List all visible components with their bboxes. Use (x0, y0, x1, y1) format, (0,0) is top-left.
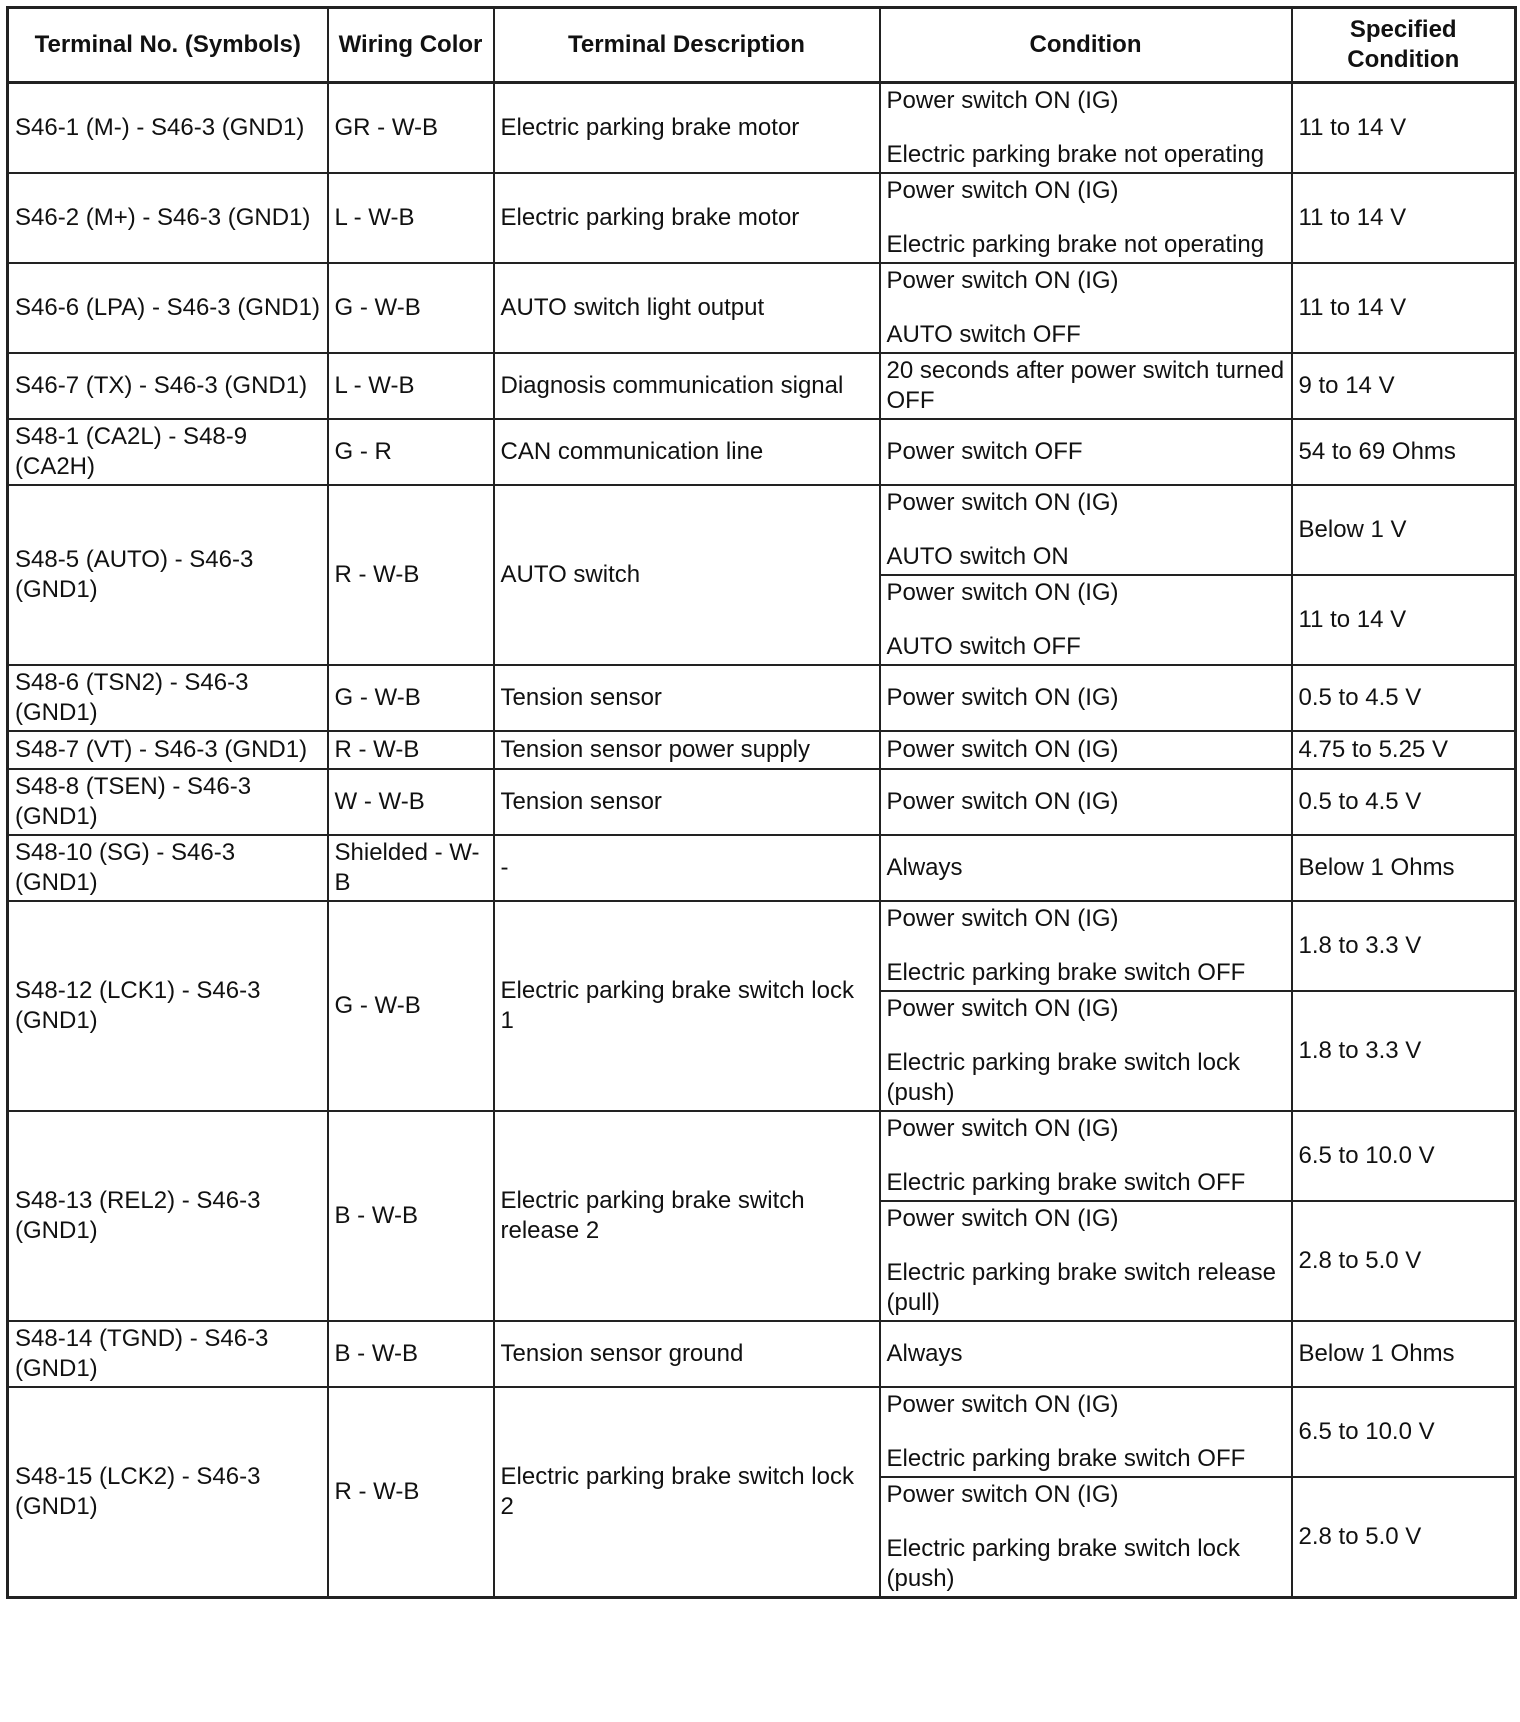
condition-line-1: Power switch ON (IG) (886, 684, 1119, 711)
condition-line-2: Electric parking brake not operating (886, 141, 1265, 168)
description-cell: Tension sensor (494, 769, 880, 835)
table-row (8, 83, 1516, 174)
wiring-color-cell: G - W-B (328, 263, 494, 353)
description-cell: Electric parking brake motor (494, 173, 880, 263)
condition-cell (880, 1201, 1292, 1321)
terminal-cell: S46-7 (TX) - S46-3 (GND1) (8, 353, 328, 419)
table-row (8, 1111, 1516, 1201)
terminal-cell: S46-1 (M-) - S46-3 (GND1) (8, 83, 328, 174)
condition-cell (880, 1387, 1292, 1477)
description-cell: Diagnosis communication signal (494, 353, 880, 419)
condition-line-1: Power switch ON (IG) (886, 579, 1119, 606)
condition-line-1: Power switch ON (IG) (886, 1391, 1119, 1418)
specified-condition-cell: 4.75 to 5.25 V (1292, 731, 1516, 769)
terminal-cell: S48-14 (TGND) - S46-3 (GND1) (8, 1321, 328, 1387)
specified-condition-cell: 11 to 14 V (1292, 263, 1516, 353)
condition-cell (880, 1321, 1292, 1387)
description-cell: Tension sensor (494, 665, 880, 731)
specified-condition-cell: 6.5 to 10.0 V (1292, 1387, 1516, 1477)
specified-condition-cell: Below 1 Ohms (1292, 835, 1516, 901)
condition-cell (880, 575, 1292, 665)
wiring-color-cell: G - W-B (328, 901, 494, 1111)
condition-cell (880, 173, 1292, 263)
specified-condition-cell: 11 to 14 V (1292, 575, 1516, 665)
wiring-color-cell: L - W-B (328, 173, 494, 263)
condition-spacer (887, 1510, 1285, 1534)
condition-line-2: Electric parking brake switch OFF (886, 1445, 1246, 1472)
wiring-color-cell: R - W-B (328, 731, 494, 769)
condition-cell (880, 263, 1292, 353)
description-cell: Electric parking brake switch release 2 (494, 1111, 880, 1321)
wiring-color-cell: L - W-B (328, 353, 494, 419)
table-row (8, 353, 1516, 419)
description-cell: Tension sensor power supply (494, 731, 880, 769)
condition-line-1: Power switch ON (IG) (886, 1481, 1119, 1508)
condition-line-1: Power switch ON (IG) (886, 489, 1119, 516)
condition-cell (880, 419, 1292, 485)
specified-condition-cell: 0.5 to 4.5 V (1292, 769, 1516, 835)
wiring-color-cell: R - W-B (328, 1387, 494, 1598)
condition-line-1: Power switch ON (IG) (886, 736, 1119, 763)
table-row (8, 485, 1516, 575)
condition-cell (880, 83, 1292, 174)
condition-spacer (887, 608, 1285, 632)
specified-condition-cell: 2.8 to 5.0 V (1292, 1201, 1516, 1321)
terminal-spec-table (6, 6, 1517, 1599)
specified-condition-cell: 1.8 to 3.3 V (1292, 991, 1516, 1111)
condition-cell (880, 769, 1292, 835)
specified-condition-cell: 11 to 14 V (1292, 173, 1516, 263)
wiring-color-cell: GR - W-B (328, 83, 494, 174)
description-cell: Electric parking brake switch lock 2 (494, 1387, 880, 1598)
terminal-cell: S46-2 (M+) - S46-3 (GND1) (8, 173, 328, 263)
condition-line-1: 20 seconds after power switch turned OFF (886, 357, 1285, 414)
specified-condition-cell: 11 to 14 V (1292, 83, 1516, 174)
condition-spacer (887, 1234, 1285, 1258)
table-row (8, 173, 1516, 263)
table-row (8, 419, 1516, 485)
condition-cell (880, 901, 1292, 991)
description-cell: AUTO switch light output (494, 263, 880, 353)
condition-cell (880, 731, 1292, 769)
terminal-cell: S48-7 (VT) - S46-3 (GND1) (8, 731, 328, 769)
condition-line-1: Power switch ON (IG) (886, 788, 1119, 815)
condition-line-1: Power switch ON (IG) (886, 1115, 1119, 1142)
description-cell: CAN communication line (494, 419, 880, 485)
specified-condition-cell: 0.5 to 4.5 V (1292, 665, 1516, 731)
condition-line-2: Electric parking brake switch OFF (886, 959, 1246, 986)
header-condition: Condition (880, 8, 1292, 83)
condition-cell (880, 353, 1292, 419)
condition-line-1: Power switch ON (IG) (886, 905, 1119, 932)
condition-cell (880, 485, 1292, 575)
header-specified-condition (1292, 8, 1516, 83)
specified-condition-cell: 6.5 to 10.0 V (1292, 1111, 1516, 1201)
table-body (8, 83, 1516, 1598)
specified-condition-cell: Below 1 Ohms (1292, 1321, 1516, 1387)
header-specified-line1: Specified (1349, 16, 1457, 43)
specified-condition-cell: Below 1 V (1292, 485, 1516, 575)
specified-condition-cell: 2.8 to 5.0 V (1292, 1477, 1516, 1598)
specified-condition-cell: 54 to 69 Ohms (1292, 419, 1516, 485)
condition-line-1: Power switch OFF (886, 438, 1083, 465)
wiring-color-cell: R - W-B (328, 485, 494, 665)
terminal-cell: S48-8 (TSEN) - S46-3 (GND1) (8, 769, 328, 835)
condition-line-2: Electric parking brake switch OFF (886, 1169, 1246, 1196)
condition-line-1: Power switch ON (IG) (886, 1205, 1119, 1232)
table-row (8, 901, 1516, 991)
table-header (8, 8, 1516, 83)
condition-spacer (887, 206, 1285, 230)
condition-cell (880, 1111, 1292, 1201)
wiring-color-cell: G - W-B (328, 665, 494, 731)
terminal-cell: S48-13 (REL2) - S46-3 (GND1) (8, 1111, 328, 1321)
condition-line-2: AUTO switch ON (886, 543, 1069, 570)
condition-line-2: Electric parking brake switch release (pull) (886, 1259, 1276, 1316)
condition-spacer (887, 296, 1285, 320)
terminal-cell: S48-1 (CA2L) - S48-9 (CA2H) (8, 419, 328, 485)
condition-spacer (887, 1420, 1285, 1444)
condition-spacer (887, 518, 1285, 542)
description-cell: AUTO switch (494, 485, 880, 665)
wiring-color-cell: G - R (328, 419, 494, 485)
description-cell: Electric parking brake switch lock 1 (494, 901, 880, 1111)
condition-line-2: Electric parking brake switch lock (push) (886, 1049, 1240, 1106)
condition-line-2: Electric parking brake not operating (886, 231, 1265, 258)
terminal-cell: S48-6 (TSN2) - S46-3 (GND1) (8, 665, 328, 731)
condition-line-1: Always (886, 854, 963, 881)
condition-cell (880, 991, 1292, 1111)
header-terminal: Terminal No. (Symbols) (8, 8, 328, 83)
condition-spacer (887, 116, 1285, 140)
condition-spacer (887, 1024, 1285, 1048)
table-row (8, 1387, 1516, 1477)
specified-condition-cell: 1.8 to 3.3 V (1292, 901, 1516, 991)
header-row (8, 8, 1516, 83)
condition-cell (880, 1477, 1292, 1598)
condition-line-1: Power switch ON (IG) (886, 267, 1119, 294)
description-cell: Electric parking brake motor (494, 83, 880, 174)
condition-line-1: Power switch ON (IG) (886, 995, 1119, 1022)
terminal-cell: S48-15 (LCK2) - S46-3 (GND1) (8, 1387, 328, 1598)
wiring-color-cell: B - W-B (328, 1111, 494, 1321)
condition-cell (880, 665, 1292, 731)
description-cell: Tension sensor ground (494, 1321, 880, 1387)
table-row (8, 1321, 1516, 1387)
terminal-cell: S46-6 (LPA) - S46-3 (GND1) (8, 263, 328, 353)
condition-line-1: Power switch ON (IG) (886, 177, 1119, 204)
condition-spacer (887, 934, 1285, 958)
header-wiring-color: Wiring Color (328, 8, 494, 83)
condition-line-1: Power switch ON (IG) (886, 87, 1119, 114)
wiring-color-cell: B - W-B (328, 1321, 494, 1387)
condition-spacer (887, 1144, 1285, 1168)
terminal-cell: S48-5 (AUTO) - S46-3 (GND1) (8, 485, 328, 665)
header-specified-line2: Condition (1347, 46, 1460, 73)
condition-line-2: Electric parking brake switch lock (push) (886, 1535, 1240, 1592)
terminal-cell: S48-12 (LCK1) - S46-3 (GND1) (8, 901, 328, 1111)
wiring-color-cell: W - W-B (328, 769, 494, 835)
header-terminal-description: Terminal Description (494, 8, 880, 83)
table-row (8, 769, 1516, 835)
table-row (8, 731, 1516, 769)
specified-condition-cell: 9 to 14 V (1292, 353, 1516, 419)
table-row (8, 835, 1516, 901)
condition-line-1: Always (886, 1340, 963, 1367)
condition-cell (880, 835, 1292, 901)
wiring-color-cell: Shielded - W-B (328, 835, 494, 901)
table-row (8, 263, 1516, 353)
table-row (8, 665, 1516, 731)
description-cell: - (494, 835, 880, 901)
condition-line-2: AUTO switch OFF (886, 633, 1081, 660)
terminal-cell: S48-10 (SG) - S46-3 (GND1) (8, 835, 328, 901)
condition-line-2: AUTO switch OFF (886, 321, 1081, 348)
